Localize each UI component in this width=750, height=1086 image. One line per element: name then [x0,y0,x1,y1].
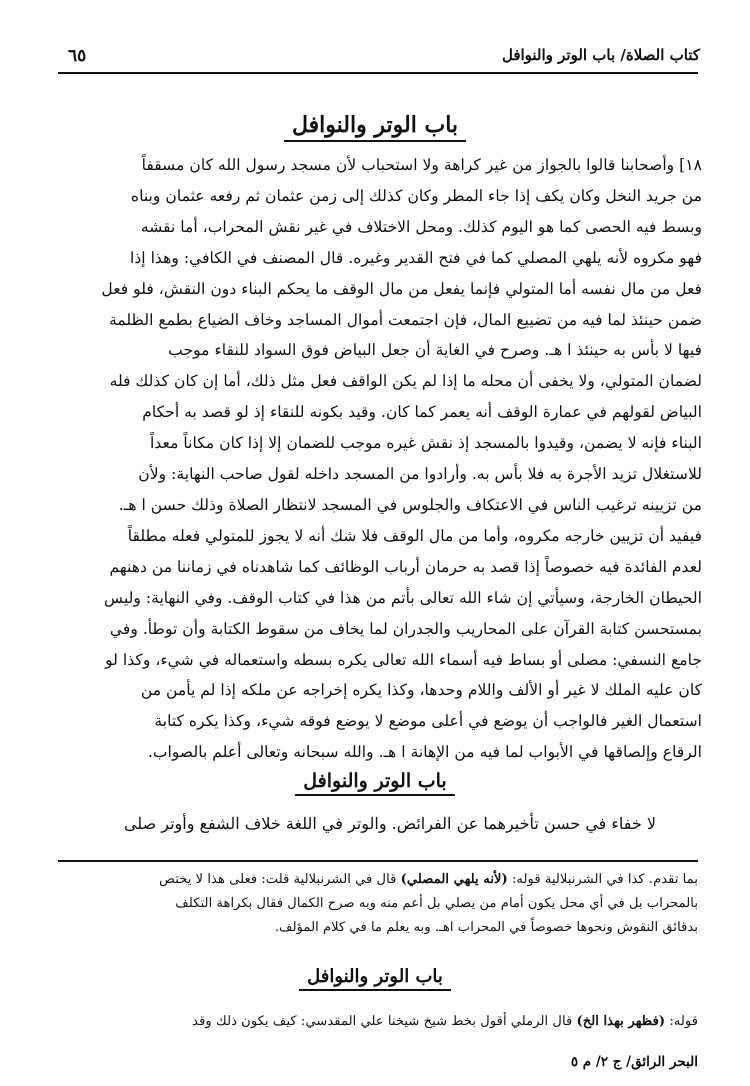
chapter-opening-text [80,810,684,838]
text-line: بمستحسن كتابة القرآن على المحاريب والجدران لما يخاف من سقوط الكتابة وأن توطأ. وفي [109,619,702,638]
text-line: الرقاع وإلصاقها في الأبواب لما فيه من الإهانة ا هـ. والله سبحانه وتعالى أعلم بالصواب. [147,743,702,762]
footnote-rule [58,860,698,862]
text-line: فهو مكروه لأنه يلهي المصلي كما في فتح القدير وغيره. قال المصنف في الكافي: وهذا إذا [130,248,702,267]
footnote-quote: (فظهر بهذا الخ) [576,1014,666,1029]
footnote [58,868,698,940]
text-line: استعمال الغير فالواجب أن يوضع في أعلى موضع لا يوضع فوقه شيء، وكذا يكره كتابة [154,712,702,731]
page-number: ٦٥ [68,46,87,66]
text-line: من تزيينه ترغيب الناس في الاعتكاف والجلوس في المسجد لانتظار الصلاة وذلك حسن ا هـ. [118,495,702,514]
footnote-line: بما تقدم. كذا في الشرنبلالية قوله: (لأنه يلهي المصلي) قال في الشرنبلالية قلت: فعلى هذا لا يختص [159,872,698,887]
text-line: ١٨] وأصحابنا قالوا بالجواز من غير كراهة ولا استحباب لأن مسجد رسول الله كان مسقفاً [141,156,702,174]
text-line: جامع النسفي: مصلى أو بساط فيه أسماء الله تعالى يكره بسطه واستعماله في شيء، وكذا لو [105,650,702,669]
footnote-line: بدقائق النقوش ونحوها خصوصاً في المحراب اهـ. وبه يعلم ما في كلام المؤلف. [274,920,698,935]
text-line: كان عليه الملك لا غير أو الألف واللام وحدها، وكذا يكره إخراجه عن ملكه إذا لم يأمن من [140,681,702,700]
text-line: ضمن حينئذ لما فيه من تضييع المال، فإن اجتمعت أموال المساجد وخاف الضياع بطمع الظلمة [109,310,702,329]
third-heading: باب الوتر والنوافل [0,966,750,991]
volume-signature: البحر الرائق/ ج ٢/ م ٥ [570,1054,698,1070]
text-line: لضمان المتولي، ولا يخفى أن محله ما إذا لم يكن الواقف فعل مثل ذلك، أما إن كان كذلك فله [109,372,702,391]
text-line: فيفيد أن تزيين خارجه مكروه، وأما من مال الوقف فلا شك أنه لا يجوز للمتولي فعله مطلقاً [127,526,702,545]
text-line: فيها لا بأس به حينئذ ا هـ. وصرح في الغاية أن جعل البياض فوق السواد للنقاء موجب [168,341,702,360]
running-head [60,46,700,72]
chapter-line: لا خفاء في حسن تأخيرهما عن الفرائض. والوتر في اللغة خلاف الشفع وأوتر صلى [123,814,656,833]
running-title: كتاب الصلاة/ باب الوتر والنوافل [501,46,700,64]
text-line: البياض لقولهم في عمارة الوقف أنه يعمر كما كان. وقيد بكونه للنقاء إذ لو قصد به أحكام [142,403,702,422]
text-line: فعل من مال نفسه أما المتولي فإنما يفعل من مال الوقف ما يحكم البناء دون النقش، فلو فعل [101,279,702,298]
second-heading: باب الوتر والنوافل [0,770,750,796]
footnote-quote: (لأنه يلهي المصلي) [400,872,508,887]
text-line: من جريد النخل وكان يكف إذا جاء المطر وكان كذلك إلى زمن عثمان ثم رفعه عثمان وبناه [130,186,702,205]
commentary-text [52,150,702,768]
text-line: وبسط فيه الحصى كما هو اليوم كذلك. ومحل الاختلاف في غير نقش المحراب، أما نقشه [140,217,702,236]
text-line: الحيطان الخارجة، وسيأتي إن شاء الله تعالى بأتم من هذا في كتاب الوقف. وفي النهاية: وليس [104,588,702,607]
second-footnote [58,1010,698,1034]
main-heading: باب الوتر والنوافل [0,112,750,142]
header-rule [58,72,698,74]
text-line: لعدم الفائدة فيه خصوصاً إذا قصد به حرمان أرباب الوظائف كما شاهدناه في زماننا من دهنهم [109,557,702,576]
text-line: للاستغلال تزيد الأجرة به فلا بأس به. وأرادوا من المسجد داخله لقول صاحب النهاية: ولأن [138,465,702,484]
footnote-line: قوله: (فظهر بهذا الخ) قال الرملي أقول بخط شيخ شيخنا علي المقدسي: كيف يكون ذلك وقد [192,1014,698,1029]
text-line: البناء فإنه لا يضمن، وقيدوا بالمسجد إذ نقش غيره موجب للضمان إلا إذا كان مكاناً معداً [150,434,702,453]
footnote-line: بالمحراب بل في أي محل يكون أمام من يصلي بل أعم منه وبه صرح الكمال فقال بكراهة التكلف [175,896,698,911]
